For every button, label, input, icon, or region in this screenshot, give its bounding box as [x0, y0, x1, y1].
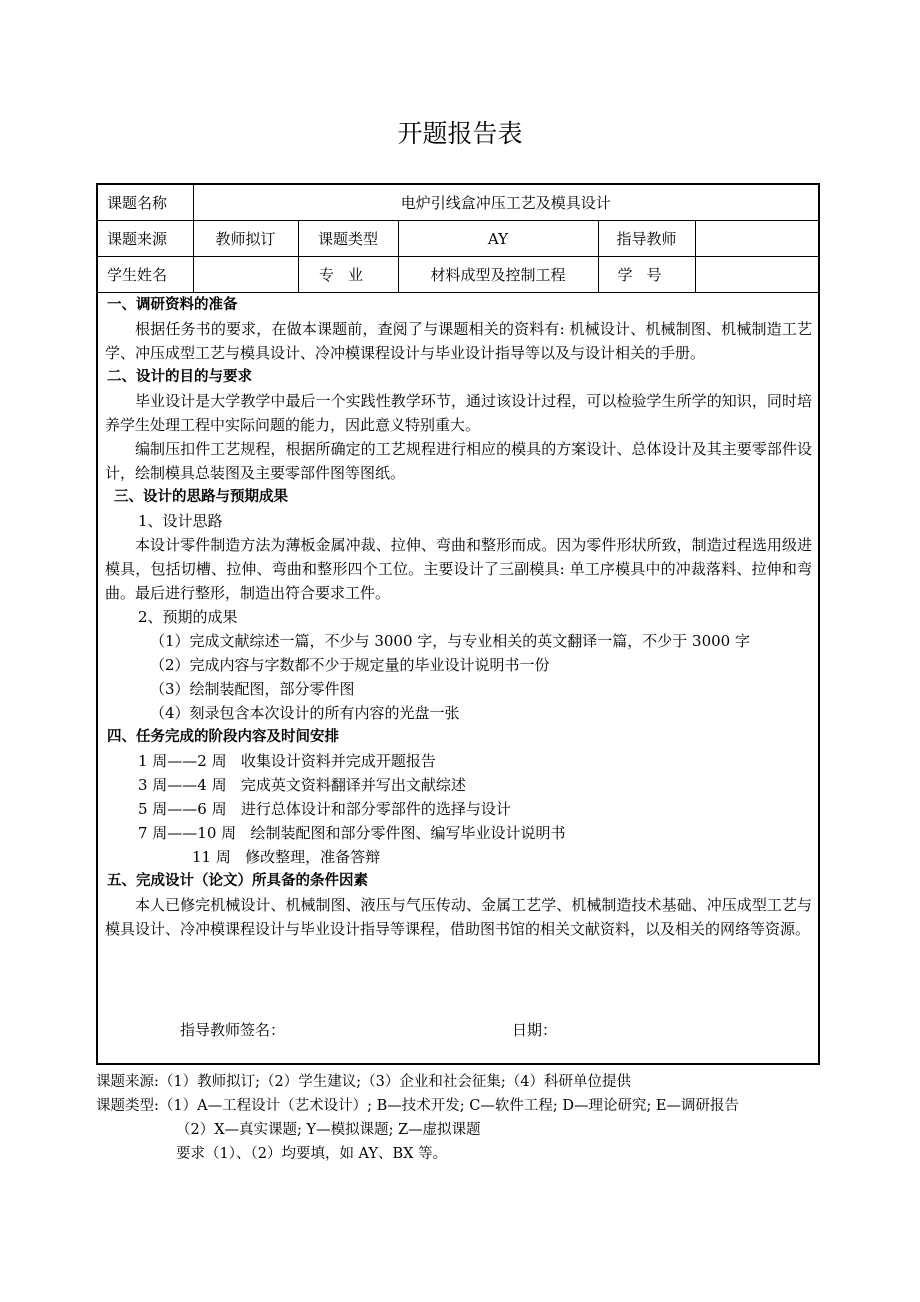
list-item: 7 周——10 周 绘制装配图和部分零件图、编写毕业设计说明书 [138, 824, 566, 842]
advisor-label: 指导教师 [598, 221, 695, 257]
advisor-value [695, 221, 818, 257]
section-heading: 一、调研资料的准备 [107, 297, 238, 313]
table-row [98, 257, 818, 293]
topic-name-value: 电炉引线盒冲压工艺及模具设计 [193, 185, 818, 221]
paragraph: 本设计零件制造方法为薄板金属冲裁、拉伸、弯曲和整形而成。因为零件形状所致，制造过程选用级进模具，包括切槽、拉伸、弯曲和整形四个工位。主要设计了三副模具: 单工序模具中的冲裁落料、拉伸和弯曲。最后进行整形，制造出符合要求工件。 [105, 536, 812, 602]
paragraph: 毕业设计是大学教学中最后一个实践性教学环节，通过该设计过程，可以检验学生所学的知识，同时培养学生处理工程中实际问题的能力，因此意义特别重大。 [105, 392, 812, 434]
section-heading: 五、完成设计（论文）所具备的条件因素 [107, 873, 368, 889]
type-value: AY [398, 221, 598, 257]
type-note-sub: （2）X—真实课题; Y—模拟课题; Z—虚拟课题 [176, 1122, 481, 1138]
report-form [96, 183, 820, 1065]
date-label: 日期： [512, 1021, 558, 1039]
student-label: 学生姓名 [98, 257, 193, 293]
subheading: 2、预期的成果 [138, 608, 238, 626]
table-row [98, 221, 818, 257]
table-row [98, 185, 818, 221]
paragraph: 根据任务书的要求，在做本课题前，查阅了与课题相关的资料有: 机械设计、机械制图、机械制造工艺学、冲压成型工艺与模具设计、冷冲模课程设计与毕业设计指导等以及与设计相关的手册。 [105, 320, 812, 362]
id-label: 学号 [598, 257, 695, 293]
major-label: 专业 [298, 257, 398, 293]
source-label: 课题来源 [98, 221, 193, 257]
topic-name-label: 课题名称 [98, 185, 193, 221]
id-value [695, 257, 818, 293]
page-title: 开题报告表 [397, 119, 523, 148]
list-item: （1）完成文献综述一篇，不少与 3000 字，与专业相关的英文翻译一篇，不少于 3000 字 [150, 632, 750, 650]
list-item: 5 周——6 周 进行总体设计和部分零部件的选择与设计 [138, 800, 511, 818]
section-heading: 三、设计的思路与预期成果 [114, 489, 288, 505]
requirement-note: 要求（1）、（2）均要填，如 AY、BX 等。 [176, 1146, 448, 1162]
list-item: 1 周——2 周 收集设计资料并完成开题报告 [138, 752, 436, 770]
paragraph: 本人已修完机械设计、机械制图、液压与气压传动、金属工艺学、机械制造技术基础、冲压成型工艺与模具设计、冷冲模课程设计与毕业设计指导等课程，借助图书馆的相关文献资料，以及相关的网络等资源。 [105, 896, 812, 938]
list-item: （4）刻录包含本次设计的所有内容的光盘一张 [150, 704, 460, 722]
major-value: 材料成型及控制工程 [398, 257, 598, 293]
source-note: 课题来源:（1）教师拟订;（2）学生建议;（3）企业和社会征集;（4）科研单位提供 [96, 1074, 631, 1090]
type-label: 课题类型 [298, 221, 398, 257]
list-item: （3）绘制装配图，部分零件图 [150, 680, 355, 698]
info-table [98, 185, 818, 293]
section-heading: 二、设计的目的与要求 [107, 369, 252, 385]
student-value [193, 257, 298, 293]
list-item: 3 周——4 周 完成英文资料翻译并写出文献综述 [138, 776, 466, 794]
footnotes [96, 1070, 739, 1166]
section-heading: 四、任务完成的阶段内容及时间安排 [107, 729, 339, 745]
type-note: 课题类型:（1）A—工程设计（艺术设计）; B—技术开发; C—软件工程; D—理论研究; E—调研报告 [96, 1098, 740, 1114]
list-item: 11 周 修改整理，准备答辩 [192, 848, 381, 866]
paragraph: 编制压扣件工艺规程，根据所确定的工艺规程进行相应的模具的方案设计、总体设计及其主要零部件设计，绘制模具总装图及主要零部件图等图纸。 [105, 440, 812, 482]
list-item: （2）完成内容与字数都不少于规定量的毕业设计说明书一份 [150, 656, 550, 674]
advisor-signature-label: 指导教师签名： [180, 1021, 286, 1039]
subheading: 1、设计思路 [138, 512, 223, 530]
source-value: 教师拟订 [193, 221, 298, 257]
report-body [98, 293, 818, 941]
